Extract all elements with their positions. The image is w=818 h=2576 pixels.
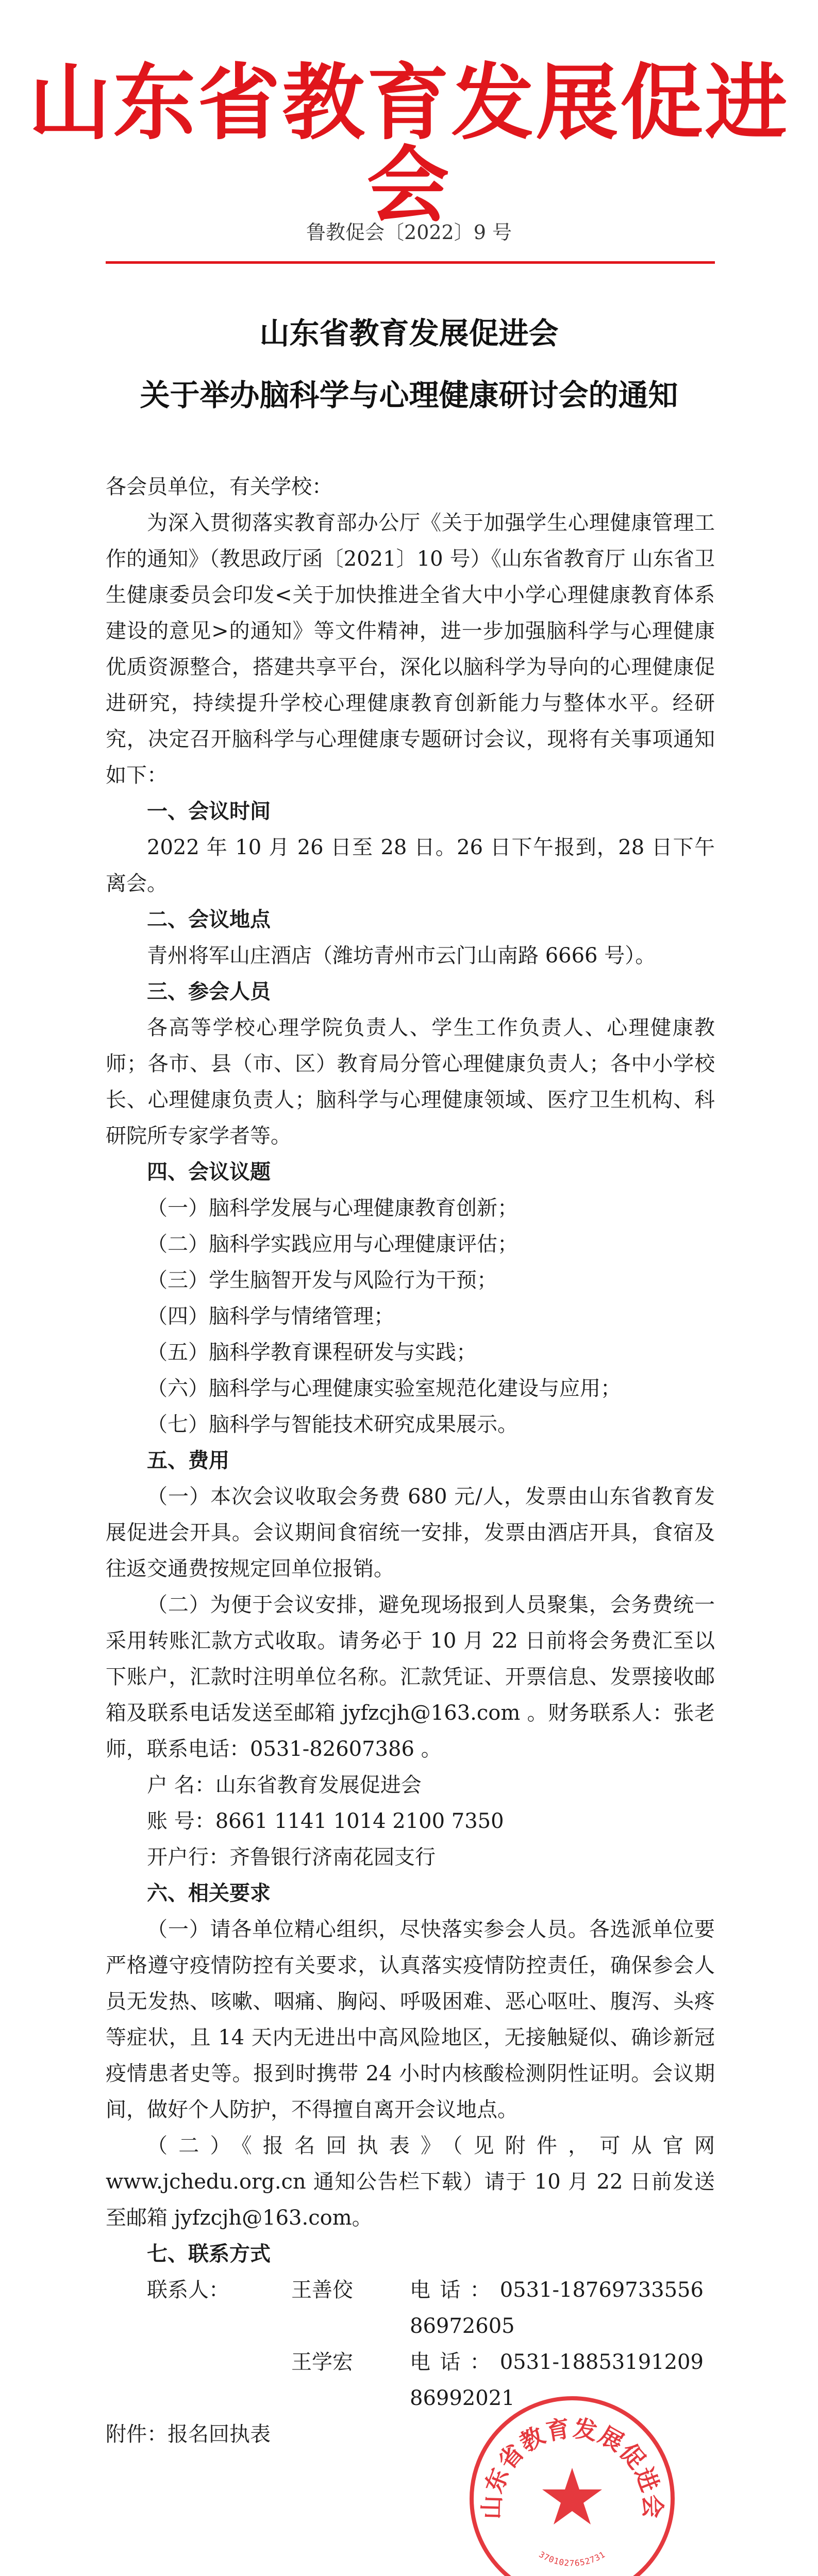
topic-item: （二）脑科学实践应用与心理健康评估； <box>147 1232 518 1256</box>
section-heading-fees: 五、费用 <box>147 1448 229 1472</box>
signature-block <box>448 2573 716 2576</box>
topic-item: （六）脑科学与心理健康实验室规范化建设与应用； <box>147 1377 621 1400</box>
section-heading-contacts: 七、联系方式 <box>147 2242 271 2266</box>
contact-row <box>106 2272 715 2344</box>
title-line-1: 山东省教育发展促进会 <box>259 316 559 351</box>
topic-item: （四）脑科学与情绪管理； <box>147 1304 394 1328</box>
phone-number: 0531-86972605 <box>410 2278 559 2338</box>
document-body <box>106 469 715 2452</box>
seal-number: 3701027652731 <box>537 2549 607 2568</box>
phone-number: 0531-86992021 <box>410 2350 559 2410</box>
contact-mobile: 18769733556 <box>559 2278 704 2302</box>
contact-phone <box>410 2272 559 2344</box>
meeting-time: 2022 年 10 月 26 日至 28 日。26 日下午报到，28 日下午离会。 <box>106 836 715 895</box>
attachment-note: 附件：报名回执表 <box>106 2422 271 2446</box>
section-heading-topics: 四、会议议题 <box>147 1160 271 1184</box>
contact-name: 王学宏 <box>291 2350 353 2374</box>
contact-mobile: 18853191209 <box>559 2350 704 2374</box>
account-number: 账 号：8661 1141 1014 2100 7350 <box>147 1809 504 1833</box>
document-number: 鲁教促会〔2022〕9 号 <box>306 221 512 244</box>
intro-paragraph: 为深入贯彻落实教育部办公厅《关于加强学生心理健康管理工作的通知》（教思政厅函〔2021〕10 号）《山东省教育厅 山东省卫生健康委员会印发<关于加快推进全省大中小学心理健康教育体系建设的意见>的通知》等文件精神，进一步加强脑科学与心理健康优质资源整合，搭建共享平台，深化以脑科学为导向的心理健康促进研究，持续提升学校心理健康教育创新能力与整体水平。经研究，决定召开脑科学与心理健康专题研讨会议，现将有关事项通知如下： <box>106 511 715 787</box>
masthead: 山东省教育发展促进会 <box>28 55 790 233</box>
phone-label: 电话： <box>410 2350 500 2374</box>
contact-name: 王善佼 <box>291 2278 353 2302</box>
title-line-2: 关于举办脑科学与心理健康研讨会的通知 <box>140 378 678 413</box>
topic-item: （七）脑科学与智能技术研究成果展示。 <box>147 1413 518 1436</box>
salutation: 各会员单位，有关学校： <box>106 475 332 499</box>
svg-text:3701027652731 <box>537 2549 607 2568</box>
bank-name: 开户行：齐鲁银行济南花园支行 <box>147 1845 436 1869</box>
contact-label: 联系人： <box>147 2278 229 2302</box>
contact-label <box>147 2344 291 2416</box>
seal-text: 山东省教育发展促进会 <box>477 2414 667 2520</box>
red-divider-line <box>106 261 715 264</box>
topic-item: （三）学生脑智开发与风险行为干预； <box>147 1268 497 1292</box>
account-name: 户 名：山东省教育发展促进会 <box>147 1773 422 1797</box>
topic-item: （五）脑科学教育课程研发与实践； <box>147 1341 477 1364</box>
section-heading-time: 一、会议时间 <box>147 799 271 823</box>
section-heading-location: 二、会议地点 <box>147 907 271 931</box>
section-heading-attendees: 三、参会人员 <box>147 979 271 1004</box>
section-heading-requirements: 六、相关要求 <box>147 1881 271 1905</box>
attendees-text: 各高等学校心理学院负责人、学生工作负责人、心理健康教师；各市、县（市、区）教育局分管心理健康负责人；各中小学校长、心理健康负责人；脑科学与心理健康领域、医疗卫生机构、科研院所专家学者等。 <box>106 1016 715 1148</box>
requirement-paragraph-2: （二）《报名回执表》（见附件，可从官网 www.jchedu.org.cn 通知公告栏下载）请于 10 月 22 日前发送至邮箱 jyfzcjh@163.com。 <box>106 2134 715 2230</box>
official-seal-icon <box>464 2391 680 2576</box>
requirement-paragraph-1: （一）请各单位精心组织，尽快落实参会人员。各选派单位要严格遵守疫情防控有关要求，认真落实疫情防控责任，确保参会人员无发热、咳嗽、咽痛、胸闷、呼吸困难、恶心呕吐、腹泻、头疼等症状，且 14 天内无进出中高风险地区，无接触疑似、确诊新冠疫情患者史等。报到时携带 24 小时内核酸检测阴性证明。会议期间，做好个人防护，不得擅自离开会议地点。 <box>106 1918 715 2122</box>
phone-label: 电话： <box>410 2278 500 2302</box>
fee-paragraph-1: （一）本次会议收取会务费 680 元/人，发票由山东省教育发展促进会开具。会议期间食宿统一安排，发票由酒店开具，食宿及往返交通费按规定回单位报销。 <box>106 1485 715 1581</box>
meeting-location: 青州将军山庄酒店（潍坊青州市云门山南路 6666 号）。 <box>147 944 656 968</box>
signature-org <box>448 2573 716 2576</box>
topic-item: （一）脑科学发展与心理健康教育创新； <box>147 1196 518 1220</box>
fee-paragraph-2: （二）为便于会议安排，避免现场报到人员聚集，会务费统一采用转账汇款方式收取。请务必于 10 月 22 日前将会务费汇至以下账户，汇款时注明单位名称。汇款凭证、开票信息、发票接收邮箱及联系电话发送至邮箱 jyfzcjh@163.com 。财务联系人：张老师，联系电话：0531-82607386 。 <box>106 1593 715 1761</box>
